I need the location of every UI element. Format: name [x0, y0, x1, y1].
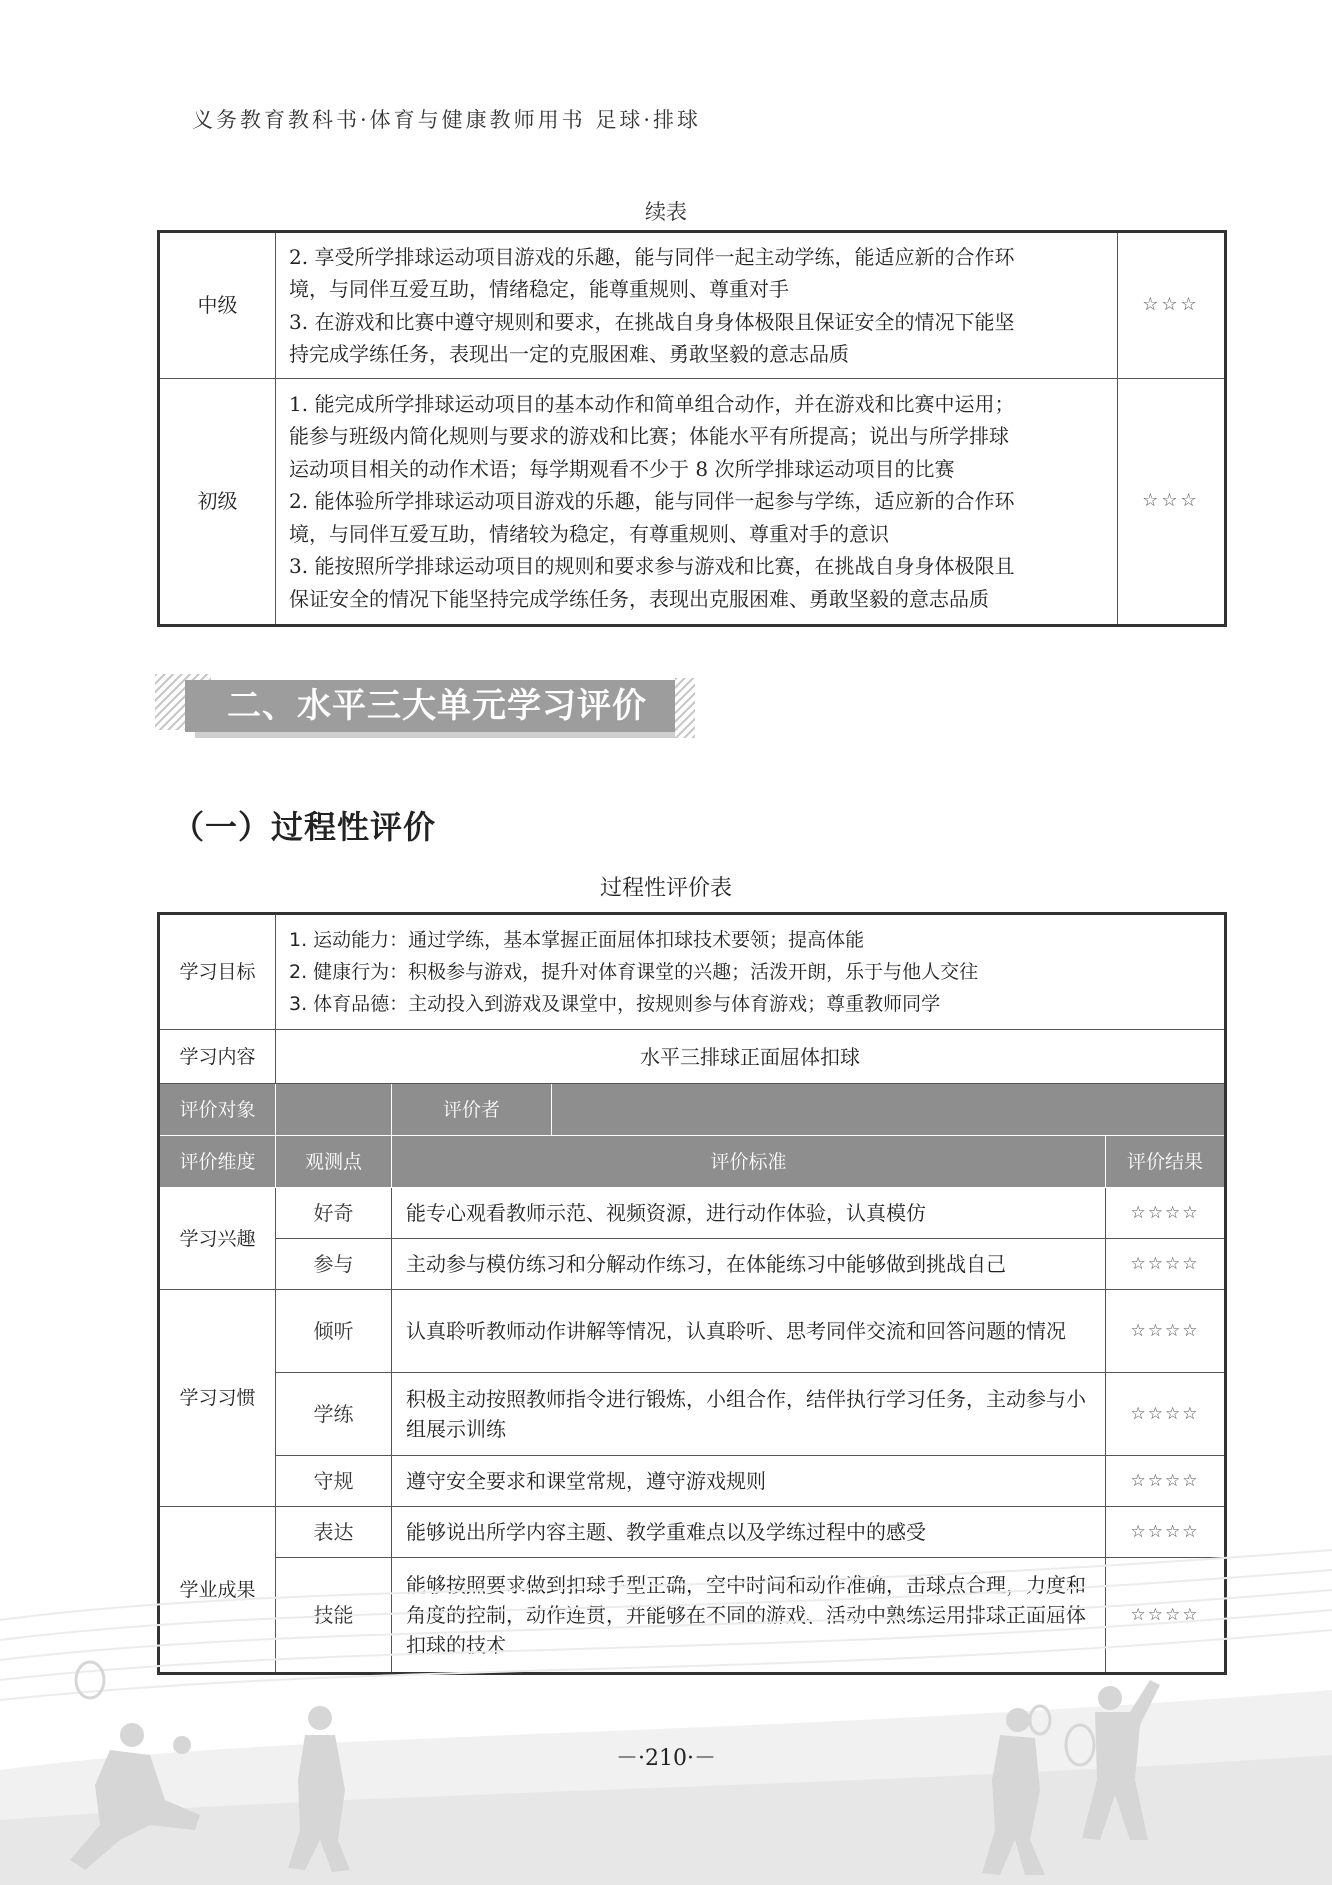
content-label: 学习内容 [159, 1030, 276, 1084]
column-header: 评价维度 [159, 1136, 276, 1188]
dimension-cell: 学业成果 [159, 1507, 276, 1674]
description-line: 能参与班级内简化规则与要求的游戏和比赛；体能水平有所提高；说出与所学排球 [289, 424, 1009, 449]
section-title: 二、水平三大单元学习评价 [227, 686, 647, 726]
table-row [159, 379, 1226, 626]
observation-point: 学练 [276, 1373, 392, 1456]
goal-line: 3. 体育品德：主动投入到游戏及课堂中，按规则参与体育游戏；尊重教师同学 [289, 993, 941, 1015]
standard-cell: 主动参与模仿练习和分解动作练习，在体能练习中能够做到挑战自己 [392, 1239, 1106, 1290]
table-row [159, 1456, 1226, 1507]
evaluator-value [552, 1084, 1226, 1136]
description-line: 保证安全的情况下能坚持完成学练任务，表现出克服困难、勇敢坚毅的意志品质 [289, 586, 989, 611]
target-label: 评价对象 [159, 1084, 276, 1136]
description-line: 2. 享受所学排球运动项目游戏的乐趣，能与同伴一起主动学练，能适应新的合作环 [289, 244, 1015, 269]
standard-cell: 能专心观看教师示范、视频资源，进行动作体验，认真模仿 [392, 1188, 1106, 1239]
column-header: 评价结果 [1106, 1136, 1226, 1188]
running-header: 义务教育教科书·体育与健康教师用书 足球·排球 [192, 108, 702, 132]
table-header-row [159, 1136, 1226, 1188]
table-row [159, 1084, 1226, 1136]
table-row [159, 1188, 1226, 1239]
result-stars: ☆☆☆☆ [1106, 1558, 1226, 1674]
description-line: 运动项目相关的动作术语；每学期观看不少于 8 次所学排球运动项目的比赛 [289, 456, 955, 481]
table-row [159, 1290, 1226, 1373]
description-line: 持完成学练任务，表现出一定的克服困难、勇敢坚毅的意志品质 [289, 342, 849, 366]
content-value: 水平三排球正面屈体扣球 [276, 1030, 1226, 1084]
level-standards-table [157, 230, 1227, 627]
observation-point: 倾听 [276, 1290, 392, 1373]
result-stars: ☆☆☆☆ [1106, 1456, 1226, 1507]
page-number: －·210·－ [616, 1746, 716, 1771]
description-line: 3. 在游戏和比赛中遵守规则和要求，在挑战自身身体极限且保证安全的情况下能坚 [289, 309, 1015, 334]
table-row [159, 232, 1226, 379]
table2-caption: 过程性评价表 [599, 876, 732, 901]
section-banner [155, 674, 695, 738]
standard-cell: 能够说出所学内容主题、教学重难点以及学练过程中的感受 [392, 1507, 1106, 1558]
observation-point: 技能 [276, 1558, 392, 1674]
hatch-decoration [675, 678, 695, 738]
table-row [159, 914, 1226, 1030]
result-stars: ☆☆☆☆ [1106, 1239, 1226, 1290]
level-description [276, 379, 1118, 626]
subsection-title: （一）过程性评价 [172, 808, 437, 846]
standard-cell: 积极主动按照教师指令进行锻炼，小组合作，结伴执行学习任务，主动参与小组展示训练 [392, 1373, 1106, 1456]
table-row [159, 1239, 1226, 1290]
standard-cell: 能够按照要求做到扣球手型正确，空中时间和动作准确，击球点合理，力度和角度的控制，动作连贯，并能够在不同的游戏、活动中熟练运用排球正面屈体扣球的技术 [392, 1558, 1106, 1674]
table-row [159, 1373, 1226, 1456]
description-line: 3. 能按照所学排球运动项目的规则和要求参与游戏和比赛，在挑战自身身体极限且 [289, 554, 1015, 579]
observation-point: 好奇 [276, 1188, 392, 1239]
goals-cell [276, 914, 1226, 1030]
result-stars: ☆☆☆☆ [1106, 1373, 1226, 1456]
description-line: 2. 能体验所学排球运动项目游戏的乐趣，能与同伴一起参与学练，适应新的合作环 [289, 489, 1015, 514]
result-stars: ☆☆☆☆ [1106, 1507, 1226, 1558]
standard-cell: 遵守安全要求和课堂常规，遵守游戏规则 [392, 1456, 1106, 1507]
star-rating: ☆☆☆ [1118, 232, 1226, 379]
level-cell: 初级 [159, 379, 276, 626]
observation-point: 表达 [276, 1507, 392, 1558]
standard-cell: 认真聆听教师动作讲解等情况，认真聆听、思考同伴交流和回答问题的情况 [392, 1290, 1106, 1373]
goal-line: 2. 健康行为：积极参与游戏，提升对体育课堂的兴趣；活泼开朗，乐于与他人交往 [289, 961, 979, 983]
target-value [276, 1084, 392, 1136]
table-row [159, 1030, 1226, 1084]
star-rating: ☆☆☆ [1118, 379, 1226, 626]
table1-caption: 续表 [645, 200, 687, 224]
dimension-cell: 学习兴趣 [159, 1188, 276, 1290]
column-header: 评价标准 [392, 1136, 1106, 1188]
result-stars: ☆☆☆☆ [1106, 1188, 1226, 1239]
description-line: 1. 能完成所学排球运动项目的基本动作和简单组合动作，并在游戏和比赛中运用； [289, 391, 1015, 416]
description-line: 境，与同伴互爱互助，情绪稳定，能尊重规则、尊重对手 [289, 277, 789, 301]
evaluator-label: 评价者 [392, 1084, 552, 1136]
observation-point: 参与 [276, 1239, 392, 1290]
observation-point: 守规 [276, 1456, 392, 1507]
sports-silhouettes-icon [0, 1540, 1332, 1885]
goal-line: 1. 运动能力：通过学练，基本掌握正面屈体扣球技术要领；提高体能 [289, 929, 865, 951]
goals-label: 学习目标 [159, 914, 276, 1030]
level-description [276, 232, 1118, 379]
description-line: 境，与同伴互爱互助，情绪较为稳定，有尊重规则、尊重对手的意识 [289, 521, 889, 546]
column-header: 观测点 [276, 1136, 392, 1188]
level-cell: 中级 [159, 232, 276, 379]
dimension-cell: 学习习惯 [159, 1290, 276, 1507]
result-stars: ☆☆☆☆ [1106, 1290, 1226, 1373]
